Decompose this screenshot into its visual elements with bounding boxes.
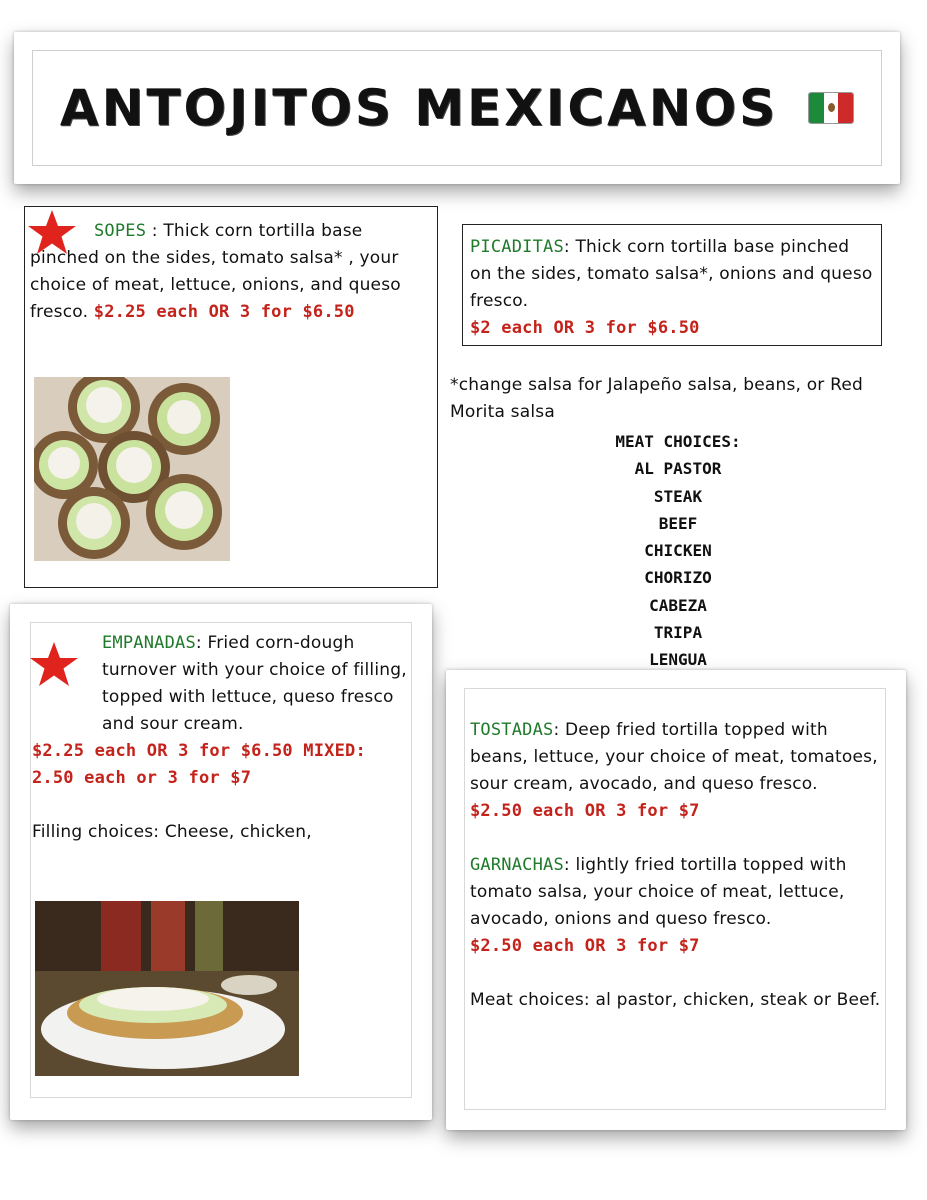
- meat-choice-item: CHORIZO: [644, 568, 712, 588]
- picaditas-price: $2 each OR 3 for $6.50: [470, 318, 700, 338]
- meat-choice-item: TRIPA: [653, 623, 703, 643]
- meat-choice-item: CABEZA: [649, 595, 707, 615]
- meat-note: Meat choices: al pastor, chicken, steak or Beef.: [470, 990, 881, 1010]
- salsa-note: *change salsa for Jalapeño salsa, beans, or Red Morita salsa: [450, 375, 864, 422]
- tostadas-garnachas-description: [470, 717, 884, 1014]
- page-title: ANTOJITOS MEXICANOS: [59, 79, 779, 137]
- meat-choice-item: CHICKEN: [644, 541, 712, 561]
- title-frame: [32, 50, 882, 166]
- meat-choice-item: BEEF: [658, 513, 698, 533]
- tostadas-name: TOSTADAS: [470, 720, 554, 740]
- meat-choice-item: AL PASTOR: [634, 459, 722, 479]
- tostadas-desc: : Deep fried tortilla topped with beans, lettuce, your choice of meat, tomatoes, sour cream, avocado, and queso fresco.: [470, 720, 878, 794]
- sopes-description: [30, 218, 432, 326]
- empanadas-name: EMPANADAS: [102, 633, 196, 653]
- meat-choices-list: [448, 428, 908, 674]
- meat-choices-heading: MEAT CHOICES:: [615, 432, 741, 451]
- empanadas-photo: [35, 901, 299, 1076]
- title-card: [14, 32, 900, 184]
- garnachas-price: $2.50 each OR 3 for $7: [470, 936, 700, 956]
- meat-choice-item: STEAK: [653, 486, 703, 506]
- empanadas-price: $2.25 each OR 3 for $6.50 MIXED: 2.50 each or 3 for $7: [32, 741, 366, 788]
- empanadas-desc: : Fried corn-dough turnover with your choice of filling, topped with lettuce, queso fresco and sour cream.: [102, 633, 407, 734]
- mexico-flag-icon: [808, 92, 854, 124]
- garnachas-desc: : lightly fried tortilla topped with tomato salsa, your choice of meat, lettuce, avocado, onions and queso fresco.: [470, 855, 847, 929]
- meat-choice-item: LENGUA: [649, 650, 707, 670]
- sopes-name: SOPES: [94, 221, 147, 241]
- picaditas-desc: : Thick corn tortilla base pinched on the sides, tomato salsa*, onions and queso fresco.: [470, 237, 873, 311]
- empanadas-description: [32, 630, 412, 846]
- picaditas-description: [470, 234, 875, 342]
- empanadas-filling: Filling choices: Cheese, chicken,: [32, 822, 312, 842]
- picaditas-name: PICADITAS: [470, 237, 564, 257]
- garnachas-name: GARNACHAS: [470, 855, 564, 875]
- tostadas-price: $2.50 each OR 3 for $7: [470, 801, 700, 821]
- sopes-price: $2.25 each OR 3 for $6.50: [93, 302, 355, 322]
- sopes-desc: : Thick corn tortilla base pinched on the sides, tomato salsa* , your choice of meat, lettuce, onions, and queso fresco.: [30, 221, 401, 322]
- sopes-photo: [34, 377, 230, 561]
